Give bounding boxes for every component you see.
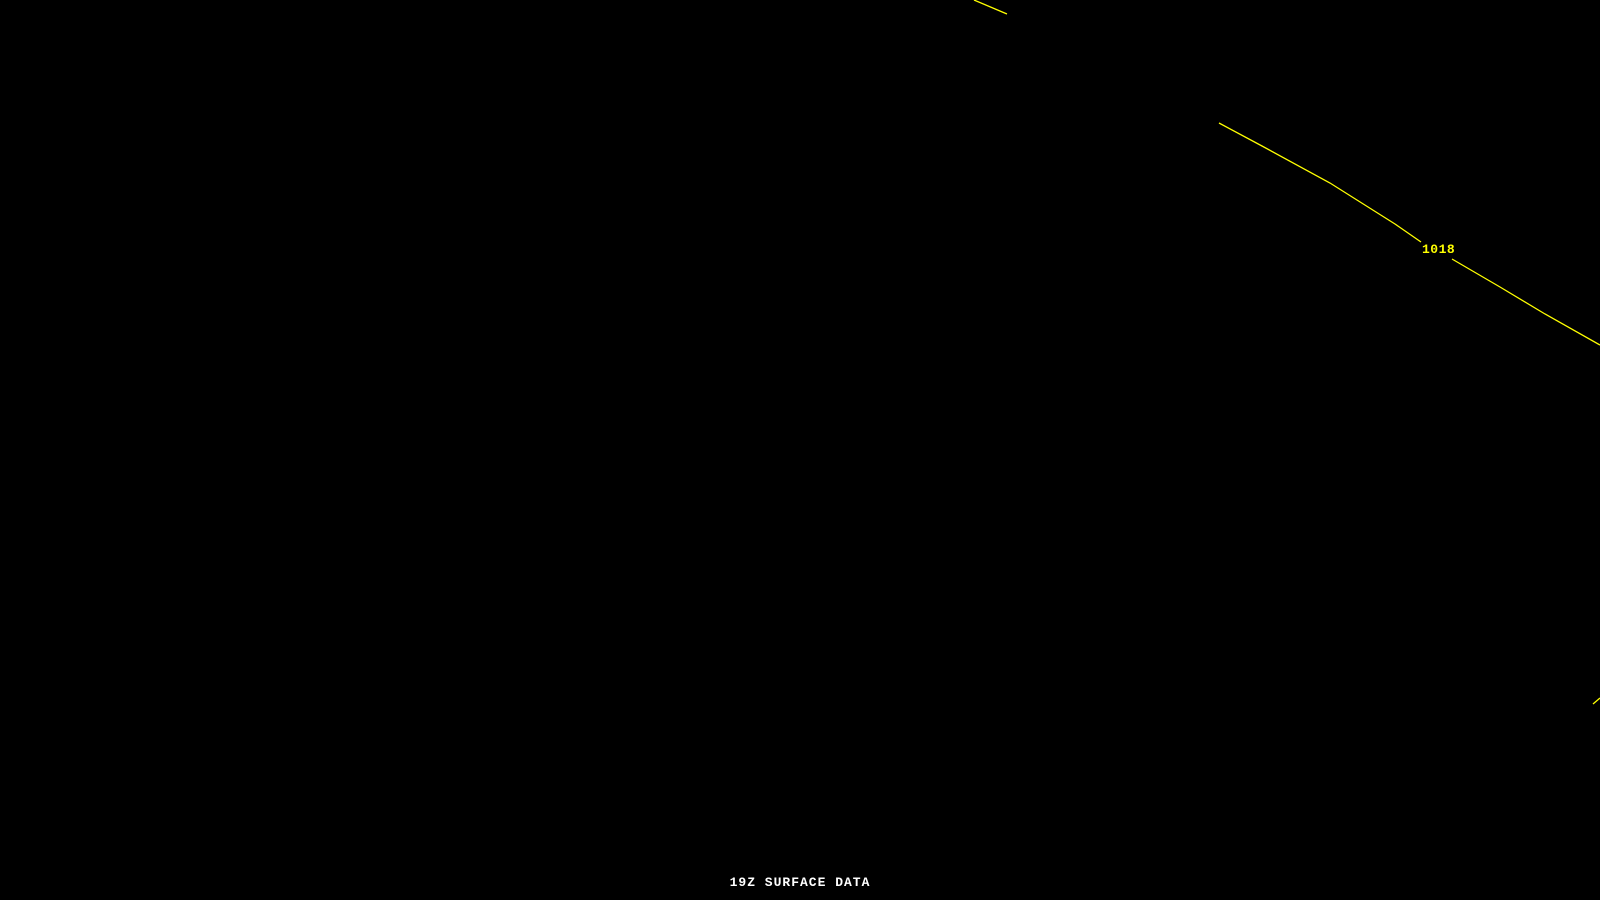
isobar-pressure-label-1018: 1018 — [1422, 242, 1456, 257]
map-title: 19Z SURFACE DATA — [729, 875, 871, 890]
isobar-segment-top-line — [974, 0, 1007, 14]
isobar-segment-right-edge-line — [1593, 698, 1600, 704]
isobar-1018-line — [1219, 123, 1421, 242]
isobar-1018-line — [1452, 259, 1600, 345]
